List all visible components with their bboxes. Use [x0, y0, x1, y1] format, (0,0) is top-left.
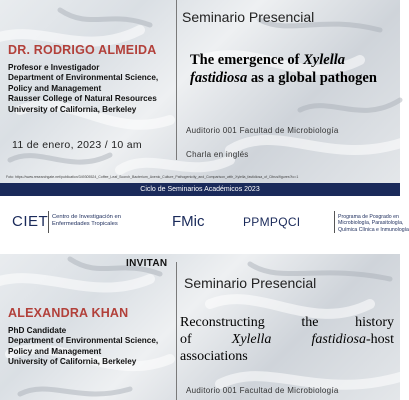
- talk-title-species: Xylella fastidiosa: [231, 332, 366, 347]
- venue-label: Auditorio 001 Facultad de Microbiología: [186, 386, 339, 395]
- affiliation-line: Department of Environmental Science,: [8, 336, 159, 346]
- invitan-label: INVITAN: [126, 258, 168, 269]
- date-time: 11 de enero, 2023 / 10 am: [12, 139, 142, 151]
- talk-title-part: as a global pathogen: [247, 70, 377, 86]
- talk-title: [180, 314, 394, 365]
- venue-label: Auditorio 001 Facultad de Microbiología: [186, 126, 339, 135]
- logo-separator: [48, 211, 49, 233]
- ciet-subtitle-line: Enfermedades Tropicales: [52, 221, 118, 227]
- ciet-subtitle-line: Centro de Investigación en: [52, 214, 121, 220]
- affiliation-line: PhD Candidate: [8, 326, 67, 335]
- logo-separator: [334, 211, 335, 233]
- language-label: Charla en inglés: [186, 150, 249, 159]
- talk-title: [190, 51, 395, 87]
- affiliation-line: Policy and Management: [8, 346, 102, 356]
- affiliation-line: University of California, Berkeley: [8, 357, 137, 367]
- fmic-logo: FMic: [172, 213, 205, 230]
- top-panel: [0, 0, 400, 183]
- affiliation-line: University of California, Berkeley: [8, 104, 137, 114]
- affiliation-line: Department of Environmental Science,: [8, 73, 159, 83]
- talk-title-species: Xylella fastidiosa: [190, 52, 346, 86]
- divider-line: [176, 262, 177, 400]
- seminar-type-label: Seminario Presencial: [182, 9, 315, 25]
- ppm-subtitle-line: Química Clínica e Inmunología: [338, 226, 409, 233]
- talk-title-part: The emergence of: [190, 52, 304, 68]
- talk-title-line: [180, 331, 394, 348]
- speaker-affiliation: [8, 63, 158, 115]
- talk-title-line: associations: [180, 349, 248, 364]
- photo-credit: Foto: https://www.researchgate.net/publication/349305524_Coffee_Leaf_Scorch_Bacterium_Axenic_Culture_Pathogenicity_and_Comparison_with_Xylella_fastidiosa_of_Citrus/figures?lo=1: [6, 175, 299, 179]
- ppmpqci-logo-subtitle: [338, 214, 409, 233]
- affiliation-line: Profesor e Investigador: [8, 63, 100, 72]
- talk-title-part: of: [180, 332, 232, 347]
- speaker-name: DR. RODRIGO ALMEIDA: [8, 43, 157, 57]
- ppmpqci-logo: PPMPQCI: [243, 215, 301, 229]
- seminar-type-label: Seminario Presencial: [184, 275, 317, 291]
- ppm-subtitle-line: Programa de Posgrado en: [338, 214, 399, 220]
- speaker-name: ALEXANDRA KHAN: [8, 306, 129, 320]
- logos-row: [0, 196, 409, 254]
- divider-line: [176, 0, 177, 160]
- seminar-series-band: Ciclo de Seminarios Académicos 2023: [0, 183, 400, 196]
- ciet-logo: CIET: [12, 213, 49, 230]
- affiliation-line: Rausser College of Natural Resources: [8, 94, 157, 104]
- speaker-affiliation: [8, 326, 158, 368]
- ppm-subtitle-line: Microbiología, Parasitología,: [338, 220, 404, 227]
- talk-title-line: Reconstructing the history: [180, 315, 394, 330]
- talk-title-part: -host: [366, 332, 394, 347]
- affiliation-line: Policy and Management: [8, 83, 102, 93]
- ciet-logo-subtitle: [52, 214, 121, 228]
